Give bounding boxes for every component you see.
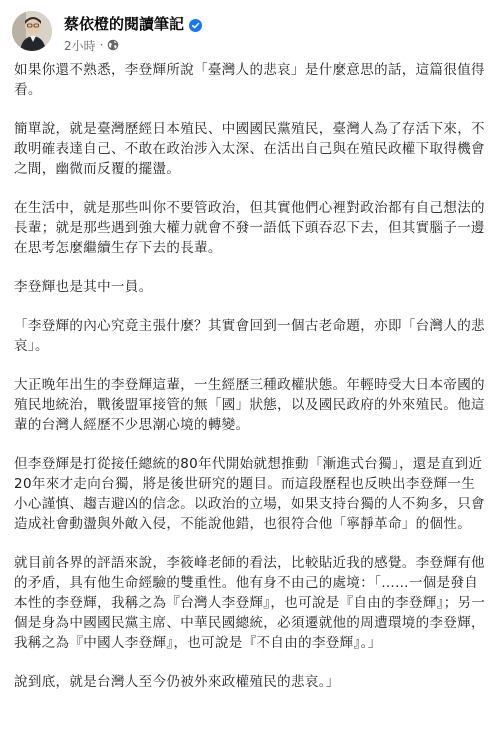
- post-paragraph: 大正晚年出生的李登輝這輩，一生經歷三種政權狀態。年輕時受大日本帝國的殖民地統治，戰後盟軍接管的無「國」狀態，以及國民政府的外來殖民。他這輩的台灣人經歷不少思潮心境的轉變。: [14, 377, 485, 433]
- post-paragraph: 如果你還不熟悉，李登輝所說「臺灣人的悲哀」是什麼意思的話，這篇很值得看。: [14, 62, 485, 98]
- author-name[interactable]: 蔡依橙的閱讀筆記: [64, 14, 185, 33]
- post-paragraph: 就目前各界的評語來說，李筱峰老師的看法，比較貼近我的感覺。李登輝有他的矛盾，具有他生命經驗的雙重性。他有身不由己的處境：「……一個是發自本性的李登輝，我稱之為『台灣人李登輝』，也可說是『自由的李登輝』；另一個是身為中國國民黨主席、中華民國總統，必須遷就他的周遭環境的李登輝，我稱之為『中國人李登輝』，也可說是『不自由的李登輝』。」: [14, 555, 486, 651]
- post-body: [14, 60, 486, 692]
- verified-badge-icon: [189, 17, 202, 30]
- avatar-photo: [12, 11, 52, 51]
- post-paragraph: 但李登輝是打從接任總統的80年代開始就想推動「漸進式台獨」，還是直到近20年來才走向台獨，將是後世研究的題目。而這段歷程也反映出李登輝一生小心謹慎、趨吉避凶的信念。以政治的立場，如果支持台獨的人不夠多，只會造成社會動盪與外敵入侵，不能說他錯，也很符合他「寧靜革命」的個性。: [14, 456, 485, 532]
- post-paragraph: 說到底，就是台灣人至今仍被外來政權殖民的悲哀。」: [14, 674, 340, 690]
- post-meta: [64, 37, 119, 53]
- meta-separator: ·: [99, 38, 104, 52]
- globe-icon[interactable]: [107, 39, 119, 51]
- post-timestamp[interactable]: 2小時: [64, 38, 96, 53]
- post-paragraph: 「李登輝的內心究竟主張什麼？其實會回到一個古老命題，亦即「台灣人的悲哀」。: [14, 318, 485, 354]
- author-row: [64, 13, 202, 33]
- post-paragraph: 李登輝也是其中一員。: [14, 279, 153, 295]
- avatar[interactable]: [12, 11, 52, 51]
- post-paragraph: 在生活中，就是那些叫你不要管政治，但其實他們心裡對政治都有自己想法的長輩；就是那些遇到強大權力就會不發一語低下頭吞忍下去，但其實腦子一邊在思考怎麼繼續生存下去的長輩。: [14, 200, 485, 256]
- post-header: [10, 8, 490, 54]
- post-paragraph: 簡單說，就是臺灣歷經日本殖民、中國國民黨殖民，臺灣人為了存活下來，不敢明確表達自己、不敢在政治涉入太深、在活出自己與在殖民政權下取得機會之間，幽微而反覆的擺盪。: [14, 121, 485, 177]
